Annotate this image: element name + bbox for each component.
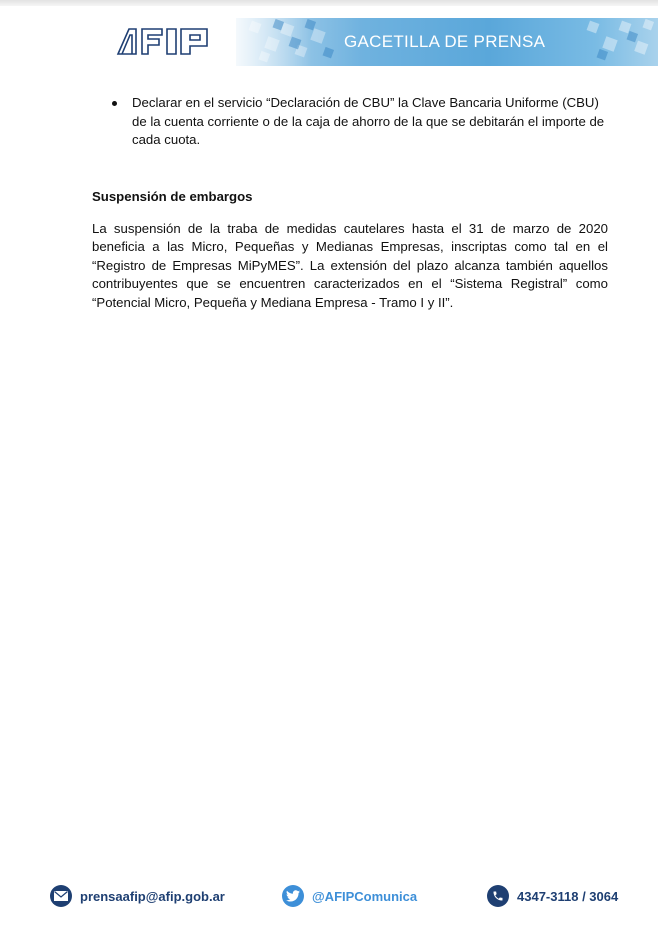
body-paragraph: La suspensión de la traba de medidas cautelares hasta el 31 de marzo de 2020 beneficia a las Micro, Pequeñas y Medianas Empresas, inscriptas como tal en el “Registro de Empresas MiPyMES”. La extensión del plazo alcanza también aquellos contribuyentes que se encuentren caracterizados en el “Sistema Registral” como “Potencial Micro, Pequeña y Mediana Empresa - Tramo I y II”. — [92, 220, 608, 310]
envelope-icon — [50, 885, 72, 907]
phone-number[interactable]: 4347-3118 / 3064 — [517, 888, 619, 904]
email-link[interactable]: prensaafip@afip.gob.ar — [80, 888, 225, 904]
section-heading: Suspensión de embargos — [92, 188, 253, 204]
banner-title: GACETILLA DE PRENSA — [344, 32, 546, 51]
contact-email[interactable] — [50, 880, 225, 912]
twitter-bird-icon — [282, 885, 304, 907]
list-item — [92, 94, 608, 150]
contact-footer — [0, 880, 658, 912]
contact-phone[interactable] — [487, 880, 618, 912]
press-banner — [236, 18, 658, 66]
contact-twitter[interactable] — [282, 880, 417, 912]
logo-text — [116, 26, 212, 56]
bullet-icon — [112, 101, 117, 106]
twitter-handle-link[interactable]: @AFIPComunica — [312, 888, 418, 904]
afip-logo — [116, 26, 212, 56]
list-item-text: Declarar en el servicio “Declaración de CBU” la Clave Bancaria Uniforme (CBU) de la cuenta corriente o de la caja de ahorro de la que se debitarán el importe de cada cuota. — [132, 95, 605, 147]
top-rule — [0, 0, 658, 6]
page-header — [0, 8, 658, 66]
document-body — [92, 94, 608, 312]
phone-icon — [487, 885, 509, 907]
